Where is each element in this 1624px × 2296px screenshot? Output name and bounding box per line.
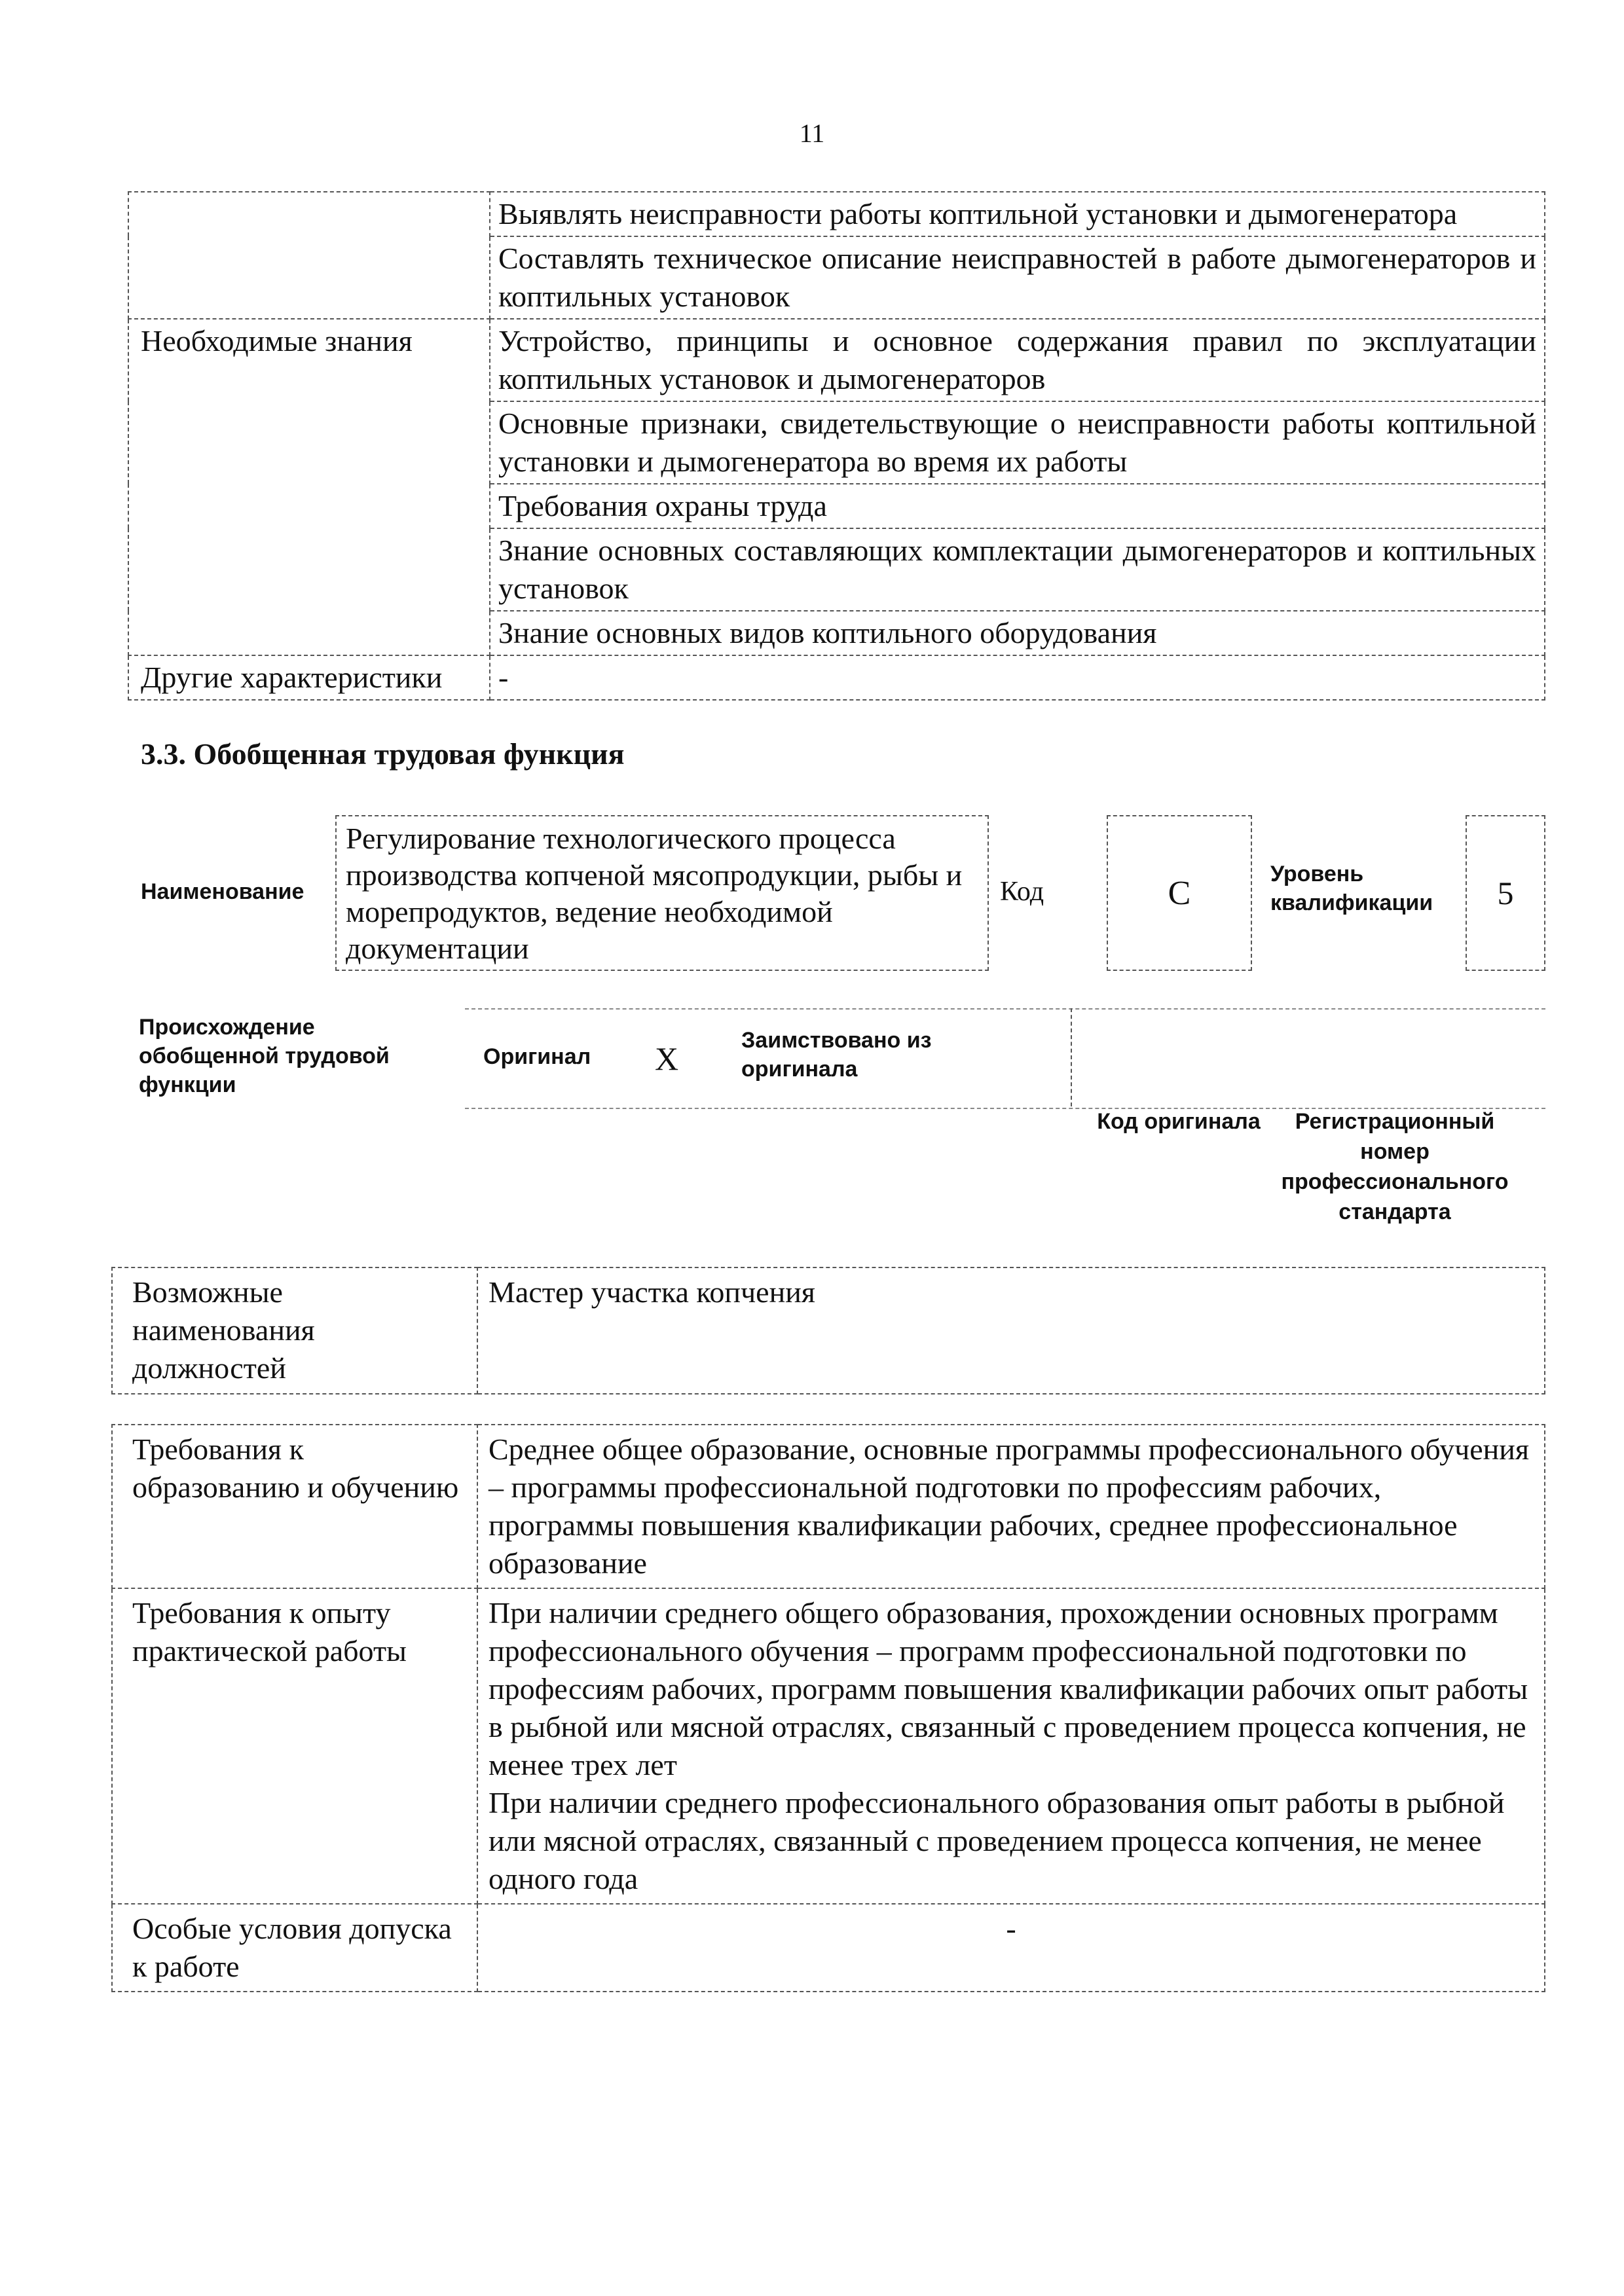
row-text: Устройство, принципы и основное содержания правил по эксплуатации коптильных установок и дымогенераторов [490, 319, 1545, 401]
table-row [112, 1588, 1545, 1904]
row-label [128, 401, 490, 484]
page-number: 11 [799, 118, 825, 148]
positions-label: Возможные наименования должностей [112, 1267, 477, 1394]
original-label: Оригинал [483, 1044, 591, 1069]
code-value-box: C [1107, 815, 1252, 971]
level-label: Уровень квалификации [1270, 862, 1433, 915]
special-conditions-text: - [477, 1904, 1545, 1992]
knowledge-label: Необходимые знания [128, 319, 490, 401]
row-text: Требования охраны труда [490, 484, 1545, 528]
experience-requirements-text: При наличии среднего общего образования, прохождении основных программ профессионального обучения – программ профессиональной подготовки по профессиям рабочих, программ повышения квалификации рабочих опыт работы в рыбной или мясной отраслях, связанный с проведением процесса копчения, не менее трех лет При наличии среднего профессионального образования опыт работы в рыбной или мясной отраслях, связанный с проведением процесса копчения, не менее одного года [477, 1588, 1545, 1904]
table-row [128, 401, 1545, 484]
row-text: Основные признаки, свидетельствующие о неисправности работы коптильной установки и дымогенератора во время их работы [490, 401, 1545, 484]
row-label [128, 611, 490, 655]
origin-row [465, 1008, 1545, 1109]
original-mark: X [655, 1040, 679, 1077]
row-text: - [490, 655, 1545, 700]
row-label [128, 484, 490, 528]
function-name-box: Регулирование технологического процесса производства копченой мясопродукции, рыбы и морепродуктов, ведение необходимой документации [335, 815, 989, 971]
row-text: Выявлять неисправности работы коптильной установки и дымогенератора [490, 192, 1545, 236]
other-characteristics-label: Другие характеристики [128, 655, 490, 700]
table-row [128, 484, 1545, 528]
row-label [128, 528, 490, 611]
skills-knowledge-table [128, 191, 1545, 701]
code-of-original-caption: Код оригинала [1097, 1109, 1261, 1134]
table-row [128, 528, 1545, 611]
level-value-box: 5 [1466, 815, 1545, 971]
table-row [128, 611, 1545, 655]
table-row [112, 1904, 1545, 1992]
education-requirements-label: Требования к образованию и обучению [112, 1425, 477, 1588]
table-row [128, 236, 1545, 319]
borrowed-label: Заимствовано из оригинала [741, 1028, 932, 1082]
special-conditions-label: Особые условия допуска к работе [112, 1904, 477, 1992]
row-label [128, 192, 490, 236]
positions-table [111, 1267, 1545, 1394]
table-row [128, 192, 1545, 236]
code-label: Код [1000, 877, 1044, 907]
table-row [128, 319, 1545, 401]
name-label: Наименование [141, 879, 304, 904]
experience-requirements-label: Требования к опыту практической работы [112, 1588, 477, 1904]
table-row [112, 1267, 1545, 1394]
origin-label: Происхождение обобщенной трудовой функции [139, 1015, 390, 1097]
table-row [128, 655, 1545, 700]
row-text: Знание основных видов коптильного оборудования [490, 611, 1545, 655]
row-text: Составлять техническое описание неисправностей в работе дымогенераторов и коптильных установок [490, 236, 1545, 319]
requirements-table [111, 1424, 1545, 1992]
origin-separator [1071, 1008, 1072, 1106]
section-title: 3.3. Обобщенная трудовая функция [141, 737, 625, 771]
education-requirements-text: Среднее общее образование, основные программы профессионального обучения – программы профессиональной подготовки по профессиям рабочих, программы повышения квалификации рабочих, среднее профессиональное образование [477, 1425, 1545, 1588]
registration-number-caption: Регистрационный номер профессионального стандарта [1281, 1109, 1509, 1224]
positions-value: Мастер участка копчения [477, 1267, 1545, 1394]
table-row [112, 1425, 1545, 1588]
row-label [128, 236, 490, 319]
row-text: Знание основных составляющих комплектации дымогенераторов и коптильных установок [490, 528, 1545, 611]
